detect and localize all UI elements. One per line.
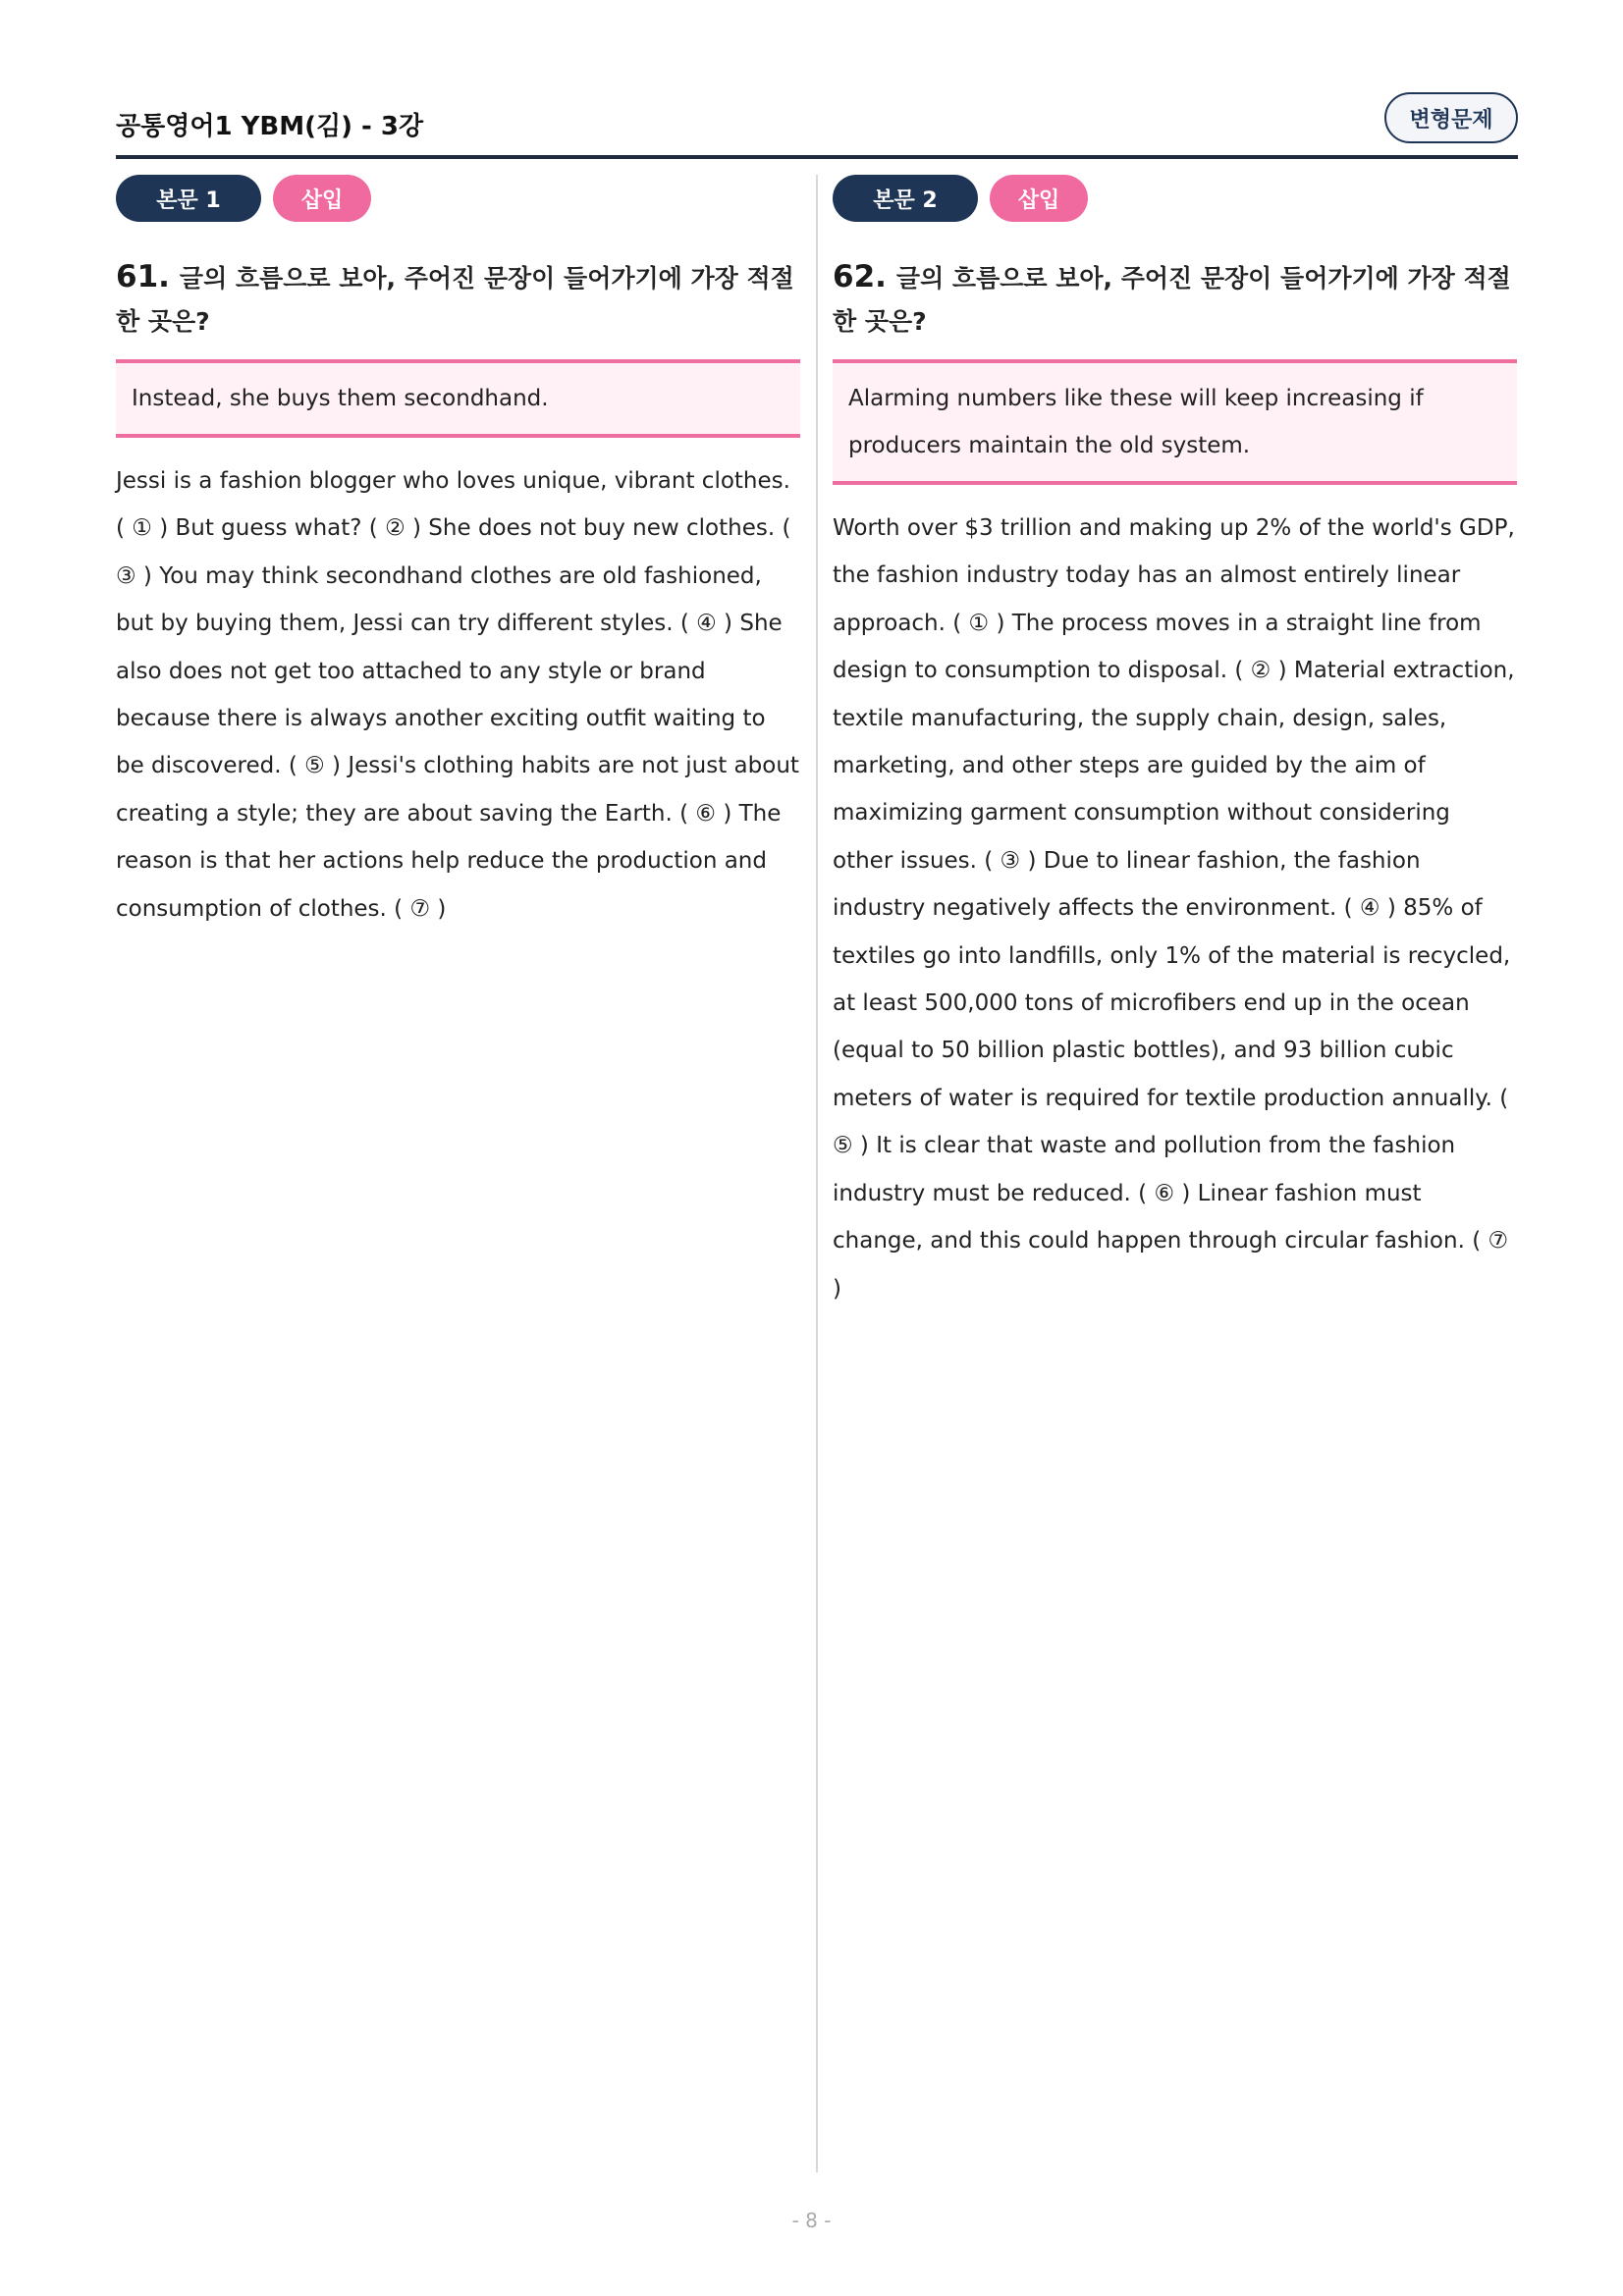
tag-row — [116, 175, 800, 222]
header-divider — [116, 155, 1518, 159]
question-number: 62. — [833, 259, 887, 294]
question-prompt — [116, 255, 800, 344]
given-sentence: Alarming numbers like these will keep increasing if producers maintain the old system. — [848, 386, 1424, 458]
given-sentence-box — [116, 359, 800, 438]
question-number: 61. — [116, 259, 170, 294]
question-column-2 — [833, 175, 1517, 1312]
question-text: 글의 흐름으로 보아, 주어진 문장이 들어가기에 가장 적절한 곳은? — [833, 264, 1511, 336]
question-type-tag: 삽입 — [273, 175, 371, 222]
passage-tag: 본문 1 — [116, 175, 261, 222]
page-number: - 8 - — [791, 2209, 832, 2232]
given-sentence-box — [833, 359, 1517, 485]
passage-text: Worth over $3 trillion and making up 2% of the world's GDP, the fashion industry today has an almost entirely linear approach. ( ① ) The process moves in a straight line from design to consumption to disposal. ( ② ) Material extraction, textile manufacturing, the supply chain, design, sales, marketing, and other steps are guided by the aim of maximizing garment consumption without considering other issues. ( ③ ) Due to linear fashion, the fashion industry negatively affects the environment. ( ④ ) 85% of textiles go into landfills, only 1% of the material is recycled, at least 500,000 tons of microfibers end up in the ocean (equal to 50 billion plastic bottles), and 93 billion cubic meters of water is required for textile production annually. ( ⑤ ) It is clear that waste and pollution from the fashion industry must be reduced. ( ⑥ ) Linear fashion must change, and this could happen through circular fashion. ( ⑦ ) — [833, 515, 1515, 1302]
variant-question-badge: 변형문제 — [1384, 92, 1518, 143]
question-prompt — [833, 255, 1517, 344]
question-type-tag: 삽입 — [990, 175, 1088, 222]
tag-row — [833, 175, 1517, 222]
given-sentence: Instead, she buys them secondhand. — [132, 386, 549, 411]
passage-text: Jessi is a fashion blogger who loves unique, vibrant clothes. ( ① ) But guess what? ( ② ) She does not buy new clothes. ( ③ ) You may think secondhand clothes are old fashioned, but by buying them, Jessi can try different styles. ( ④ ) She also does not get too attached to any style or brand because there is always another exciting outfit waiting to be discovered. ( ⑤ ) Jessi's clothing habits are not just about creating a style; they are about saving the Earth. ( ⑥ ) The reason is that her actions help reduce the production and consumption of clothes. ( ⑦ ) — [116, 468, 799, 922]
question-text: 글의 흐름으로 보아, 주어진 문장이 들어가기에 가장 적절한 곳은? — [116, 264, 794, 336]
column-divider — [816, 175, 818, 2172]
passage-tag: 본문 2 — [833, 175, 978, 222]
page-header — [116, 92, 1518, 161]
document-title: 공통영어1 YBM(김) - 3강 — [116, 112, 424, 141]
question-column-1 — [116, 175, 800, 933]
